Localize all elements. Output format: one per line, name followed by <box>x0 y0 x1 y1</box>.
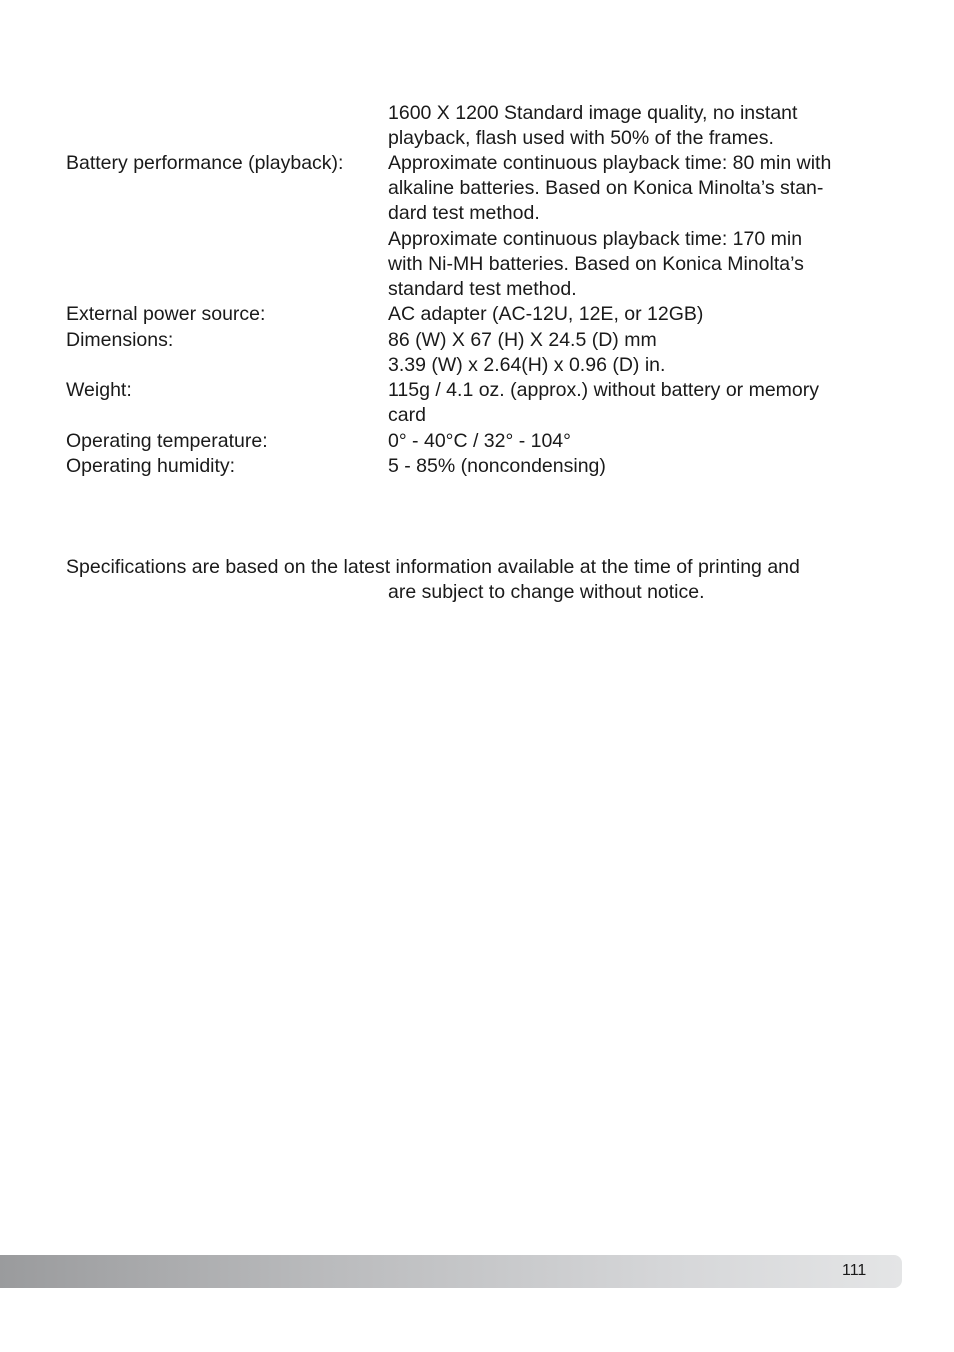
operating-temperature-value: 0° - 40°C / 32° - 104° <box>388 430 571 452</box>
battery-playback-label: Battery performance (playback): <box>66 152 344 174</box>
battery-playback-line-3: dard test method. <box>388 202 540 224</box>
specifications-note-line-1: Specifications are based on the latest information available at the time of printing and <box>66 556 800 578</box>
weight-label: Weight: <box>66 379 132 401</box>
page-number: 111 <box>842 1262 867 1279</box>
specifications-note-line-2: are subject to change without notice. <box>388 581 705 603</box>
operating-humidity-label: Operating humidity: <box>66 455 236 477</box>
dimensions-imperial: 3.39 (W) x 2.64(H) x 0.96 (D) in. <box>388 354 666 376</box>
battery-recording-line-1: 1600 X 1200 Standard image quality, no instant <box>388 102 798 124</box>
dimensions-metric: 86 (W) X 67 (H) X 24.5 (D) mm <box>388 329 657 351</box>
battery-playback-line-1: Approximate continuous playback time: 80 min with <box>388 152 832 174</box>
weight-value-line-2: card <box>388 404 426 426</box>
battery-playback-line-2: alkaline batteries. Based on Konica Minolta’s stan- <box>388 177 824 199</box>
battery-playback-line-5: with Ni-MH batteries. Based on Konica Minolta’s <box>388 253 804 275</box>
weight-value-line-1: 115g / 4.1 oz. (approx.) without battery or memory <box>388 379 819 401</box>
dimensions-label: Dimensions: <box>66 329 174 351</box>
footer-bar <box>0 1255 902 1288</box>
battery-recording-line-2: playback, flash used with 50% of the frames. <box>388 127 774 149</box>
battery-playback-line-6: standard test method. <box>388 278 577 300</box>
operating-temperature-label: Operating temperature: <box>66 430 268 452</box>
battery-playback-line-4: Approximate continuous playback time: 170 min <box>388 228 803 250</box>
external-power-label: External power source: <box>66 303 266 325</box>
operating-humidity-value: 5 - 85% (noncondensing) <box>388 455 606 477</box>
external-power-value: AC adapter (AC-12U, 12E, or 12GB) <box>388 303 704 325</box>
